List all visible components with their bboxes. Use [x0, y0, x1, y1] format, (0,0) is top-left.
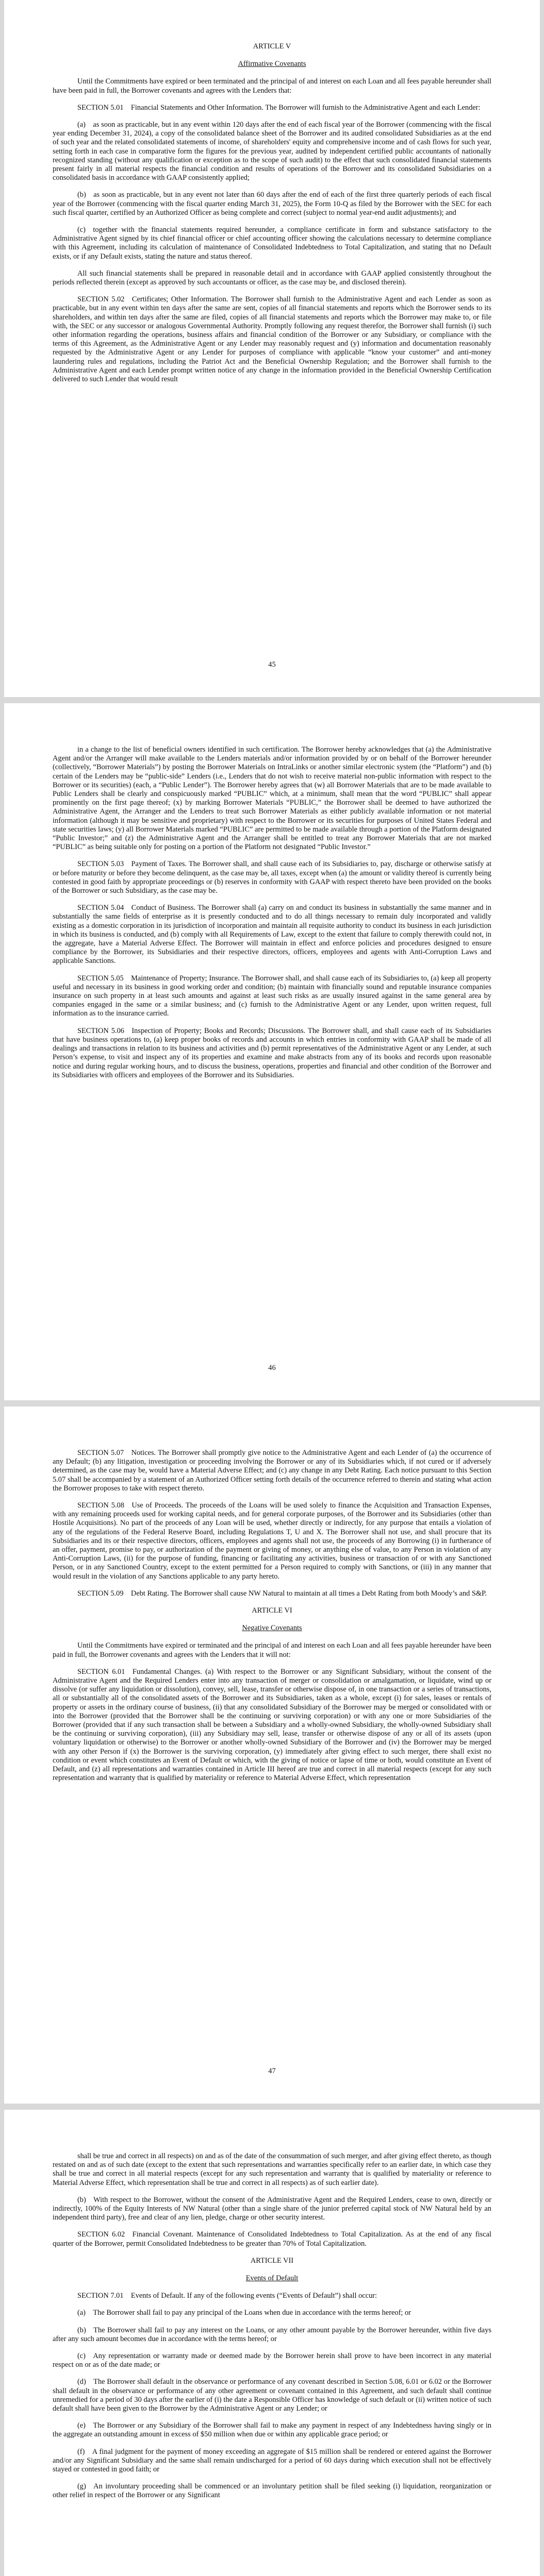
article-heading: ARTICLE VI: [252, 1606, 292, 1615]
section-5-06: SECTION 5.06 Inspection of Property; Books and Records; Discussions. The Borrower shall, and shall cause each of its Subsidiaries that have business operations to, (a) keep proper books of records and accounts in which entries in conformity with GAAP shall be made of all dealings and transactions in relation to its business and activities and (b) permit representatives of the Administrative Agent or any Lender, at such Person’s expense, to visit and inspect any of its properties and examine and make abstracts from any of its books and records upon reasonable notice and during regular working hours, and to discuss the business, operations, properties and financial and other condition of the Borrower and its Subsidiaries with officers and employees of the Borrower and its Subsidiaries.: [53, 1026, 491, 1079]
section-5-09: SECTION 5.09 Debt Rating. The Borrower shall cause NW Natural to maintain at all times a Debt Rating from both Moody’s and S&P.: [77, 1589, 487, 1598]
paragraph-b: (b) With respect to the Borrower, without the consent of the Administrative Agent and the Required Lenders, cease to own, directly or indirectly, 100% of the Equity Interests of NW Natural (other than a single share of the junior preferred capital stock of NW Natural held by an independent third party), free and clear of any lien, pledge, charge or other security interest.: [53, 2195, 491, 2222]
section-7-01: SECTION 7.01 Events of Default. If any of the following events (“Events of Default”) shall occur:: [77, 2292, 377, 2300]
article-title: Negative Covenants: [242, 1624, 302, 1633]
section-5-07: SECTION 5.07 Notices. The Borrower shall promptly give notice to the Administrative Agent and each Lender of (a) the occurrence of any Default; (b) any litigation, investigation or proceeding involving the Borrower or any of its Subsidiaries which, if not cured or if adversely determined, as the case may be, would have a Material Adverse Effect; and (c) any change in any Debt Rating. Each notice pursuant to this Section 5.07 shall be accompanied by a statement of an Authorized Officer setting forth details of the occurrence referred to therein and stating what action the Borrower proposes to take with respect thereto.: [53, 1449, 491, 1493]
section-5-02: SECTION 5.02 Certificates; Other Information. The Borrower shall furnish to the Administrative Agent and each Lender as soon as practicable, but in any event within ten days after the same are sent, copies of all financial statements and reports which the Borrower sends to its shareholders, and within ten days after the same are filed, copies of all financial statements and reports which the Borrower may make to, or file with, the SEC or any successor or analogous Governmental Authority. Promptly following any request therefor, the Borrower shall furnish (i) such other information regarding the operations, business affairs and financial condition of the Borrower or any Subsidiary, or compliance with the terms of this Agreement, as the Administrative Agent or any Lender may reasonably request and (y) information and documentation reasonably requested by the Administrative Agent or any Lender for purposes of compliance with applicable “know your customer” and anti-money laundering rules and regulations, including the Patriot Act and the Beneficial Ownership Regulation; and the Borrower shall furnish to the Administrative Agent and each Lender prompt written notice of any change in the information provided in the Beneficial Ownership Certification delivered to such Lender that would result: [53, 295, 491, 384]
article-heading: ARTICLE V: [253, 42, 291, 50]
paragraph-a: (a) The Borrower shall fail to pay any principal of the Loans when due in accordance with the terms hereof; or: [77, 2309, 411, 2317]
paragraph-continued: shall be true and correct in all respects) on and as of the date of the consummation of such merger, and after giving effect thereto, as though restated on and as of such date (except to the extent that such representations and warranties specifically refer to an earlier date, in which case they shall be true and correct in all material respects (except for any such representation and warranty that is qualified by materiality or reference to Material Adverse Effect, which representation shall be true and correct in all respects) as of such earlier date).: [53, 2152, 491, 2187]
paragraph-f: (f) A final judgment for the payment of money exceeding an aggregate of $15 million shall be rendered or entered against the Borrower and/or any Significant Subsidiary and the same shall remain undischarged for a period of 60 days during which execution shall not be effectively stayed or contested in good faith; or: [53, 2447, 491, 2474]
section-5-03: SECTION 5.03 Payment of Taxes. The Borrower shall, and shall cause each of its Subsidiaries to, pay, discharge or otherwise satisfy at or before maturity or before they become delinquent, as the case may be, all taxes, except when (a) the amount or validity thereof is currently being contested in good faith by appropriate proceedings or (b) reserves in conformity with GAAP with respect thereto have been provided on the books of the Borrower or such Subsidiary, as the case may be.: [53, 860, 491, 895]
paragraph-b: (b) The Borrower shall fail to pay any interest on the Loans, or any other amount payable by the Borrower hereunder, within five days after any such amount becomes due in accordance with the terms hereof; or: [53, 2326, 491, 2343]
article-title: Events of Default: [245, 2274, 299, 2283]
article-title: Affirmative Covenants: [238, 60, 306, 69]
article-heading: ARTICLE VII: [250, 2256, 294, 2265]
paragraph-c: (c) Any representation or warranty made or deemed made by the Borrower herein shall prove to have been incorrect in any material respect on or as of the date made; or: [53, 2352, 491, 2369]
paragraph-d: (d) The Borrower shall default in the observance or performance of any covenant described in Section 5.08, 6.01 or 6.02 or the Borrower shall default in the observance or performance of any other agreement or covenant contained in this Agreement, and such default shall continue unremedied for a period of 30 days after the earlier of (i) the date a Responsible Officer has knowledge of such default or (ii) written notice of such default shall have been given to the Borrower by the Administrative Agent or any Lender; or: [53, 2378, 491, 2413]
paragraph: Until the Commitments have expired or terminated and the principal of and interest on each Loan and all fees payable hereunder have been paid in full, the Borrower covenants and agrees with the Lenders that it will not:: [53, 1641, 491, 1659]
section-5-05: SECTION 5.05 Maintenance of Property; Insurance. The Borrower shall, and shall cause each of its Subsidiaries to, (a) keep all property useful and necessary in its business in good working order and condition; (b) maintain with financially sound and reputable insurance companies insurance on such property in at least such amounts and against at least such risks as are usually insured against in the same general area by companies engaged in the same or a similar business; and (c) furnish to the Administrative Agent or any Lender, upon written request, full information as to the insurance carried.: [53, 974, 491, 1018]
paragraph-a: (a) as soon as practicable, but in any event within 120 days after the end of each fiscal year of the Borrower (commencing with the fiscal year ending December 31, 2024), a copy of the consolidated balance sheet of the Borrower and its audited consolidated Subsidiaries as at the end of such year and the related consolidated statements of income, of shareholders' equity and comprehensive income and of cash flows for such year, setting forth in each case in comparative form the figures for the previous year, audited by independent certified public accountants of nationally recognized standing (without any qualification or exception as to the scope of such audit) to the effect that such consolidated financial statements present fairly in all material respects the financial condition and results of operations of the Borrower and its consolidated Subsidiaries on a consolidated basis in accordance with GAAP consistently applied;: [53, 121, 491, 182]
paragraph-c: (c) together with the financial statements required hereunder, a compliance certificate in form and substance satisfactory to the Administrative Agent signed by its chief financial officer or chief accounting officer showing the calculations necessary to determine compliance with this Agreement, including its calculation of maintenance of Consolidated Indebtedness to Total Capitalization, and stating that no Default exists, or if any Default exists, stating the nature and status thereof.: [53, 226, 491, 261]
paragraph: All such financial statements shall be prepared in reasonable detail and in accordance with GAAP applied consistently throughout the periods reflected therein (except as approved by such accountants or officer, as the case may be, and disclosed therein).: [53, 269, 491, 287]
section-6-01: SECTION 6.01 Fundamental Changes. (a) With respect to the Borrower or any Significant Subsidiary, without the consent of the Administrative Agent and the Required Lenders enter into any transaction of merger or consolidation or amalgamation, or liquidate, wind up or dissolve (or suffer any liquidation or dissolution), convey, sell, lease, transfer or otherwise dispose of, in one transaction or a series of transactions, all or substantially all of the consolidated assets of the Borrower and its Subsidiaries, taken as a whole, except (i) for sales, leases or rentals of property or assets in the ordinary course of business, (ii) that any consolidated Subsidiary of the Borrower may be merged or consolidated with or into the Borrower (provided that the Borrower shall be the continuing or surviving corporation) or with any one or more Subsidiaries of the Borrower (provided that if any such transaction shall be between a Subsidiary and a wholly-owned Subsidiary, the wholly-owned Subsidiary shall be the continuing or surviving corporation), (iii) any Subsidiary may sell, lease, transfer or otherwise dispose of any or all of its assets (upon voluntary liquidation or otherwise) to the Borrower or another wholly-owned Subsidiary of the Borrower and (iv) the Borrower may be merged with any other Person if (x) the Borrower is the surviving corporation, (y) immediately after giving effect to such merger, there shall exist no condition or event which constitutes an Event of Default or which, with the giving of notice or lapse of time or both, would constitute an Event of Default, and (z) all representations and warranties contained in Article III hereof are true and correct in all material respects (except for any such representation and warranty that is qualified by materiality or reference to Material Adverse Effect, which representation: [53, 1667, 491, 1783]
page-number: 46: [268, 1363, 276, 1372]
paragraph-g: (g) An involuntary proceeding shall be commenced or an involuntary petition shall be filed seeking (i) liquidation, reorganization or other relief in respect of the Borrower or any Significant: [53, 2482, 491, 2500]
page-number: 47: [268, 2066, 276, 2075]
paragraph-b: (b) as soon as practicable, but in any event not later than 60 days after the end of each of the first three quarterly periods of each fiscal year of the Borrower (commencing with the fiscal quarter ending March 31, 2025), the Form 10-Q as filed by the Borrower with the SEC for each such fiscal quarter, certified by an Authorized Officer as being complete and correct (subject to normal year-end audit adjustments); and: [53, 191, 491, 217]
section-5-04: SECTION 5.04 Conduct of Business. The Borrower shall (a) carry on and conduct its business in substantially the same manner and in substantially the same fields of enterprise as it is presently conducted and to do all things necessary to remain duly incorporated and validly existing as a domestic corporation in its jurisdiction of incorporation and maintain all requisite authority to conduct its business in each jurisdiction in which its business is conducted, and (b) comply with all Requirements of Law, except to the extent that failure to comply therewith could not, in the aggregate, have a Material Adverse Effect. The Borrower will maintain in effect and enforce policies and procedures designed to ensure compliance by the Borrower, its Subsidiaries and their respective directors, officers, employees and agents with Anti-Corruption Laws and applicable Sanctions.: [53, 904, 491, 965]
document-page-48: [4, 2110, 540, 2576]
section-6-02: SECTION 6.02 Financial Covenant. Maintenance of Consolidated Indebtedness to Total Capitalization. As at the end of any fiscal quarter of the Borrower, permit Consolidated Indebtedness to be greater than 70% of Total Capitalization.: [53, 2230, 491, 2248]
document-page-46: [4, 703, 540, 1400]
paragraph-continued: in a change to the list of beneficial owners identified in such certification. The Borrower hereby acknowledges that (a) the Administrative Agent and/or the Arranger will make available to the Lenders materials and/or information provided by or on behalf of the Borrower hereunder (collectively, “Borrower Materials”) by posting the Borrower Materials on IntraLinks or another similar electronic system (the “Platform”) and (b) certain of the Lenders may be “public-side” Lenders (i.e., Lenders that do not wish to receive material non-public information with respect to the Borrower or its securities) (each, a “Public Lender”). The Borrower hereby agrees that (w) all Borrower Materials that are to be made available to Public Lenders shall be clearly and conspicuously marked “PUBLIC” which, at a minimum, shall mean that the word “PUBLIC” shall appear prominently on the first page thereof; (x) by marking Borrower Materials “PUBLIC,” the Borrower shall be deemed to have authorized the Administrative Agent, the Arranger and the Lenders to treat such Borrower Materials as either publicly available information or not material information (although it may be sensitive and proprietary) with respect to the Borrower or its securities for purposes of United States Federal and state securities laws; (y) all Borrower Materials marked “PUBLIC” are permitted to be made available through a portion of the Platform designated “Public Investor;” and (z) the Administrative Agent and the Arranger shall be entitled to treat any Borrower Materials that are not marked “PUBLIC” as being suitable only for posting on a portion of the Platform not designated “Public Investor.”: [53, 745, 491, 852]
section-5-08: SECTION 5.08 Use of Proceeds. The proceeds of the Loans will be used solely to finance the Acquisition and Transaction Expenses, with any remaining proceeds used for working capital needs, and for general corporate purposes, of the Borrower and its Subsidiaries (other than Hostile Acquisitions). No part of the proceeds of any Loan will be used, whether directly or indirectly, for any purpose that entails a violation of any of the regulations of the Federal Reserve Board, including Regulations T, U and X. The Borrower shall not use, and shall procure that its Subsidiaries and its or their respective directors, officers, employees and agents shall not use, the proceeds of any Borrowing (i) in furtherance of an offer, payment, promise to pay, or authorization of the payment or giving of money, or anything else of value, to any Person in violation of any Anti-Corruption Laws, (ii) for the purpose of funding, financing or facilitating any activities, business or transaction of or with any Sanctioned Person, or in any Sanctioned Country, except to the extent permitted for a Person required to comply with Sanctions, or (iii) in any manner that would result in the violation of any Sanctions applicable to any party hereto.: [53, 1501, 491, 1581]
paragraph: Until the Commitments have expired or been terminated and the principal of and interest on each Loan and all fees payable hereunder shall have been paid in full, the Borrower covenants and agrees with the Lenders that:: [53, 77, 491, 95]
document-page-45: [4, 0, 540, 697]
section-5-01: SECTION 5.01 Financial Statements and Other Information. The Borrower will furnish to the Administrative Agent and each Lender:: [77, 103, 481, 112]
page-number: 45: [268, 660, 276, 669]
document-page-47: [4, 1406, 540, 2104]
paragraph-e: (e) The Borrower or any Subsidiary of the Borrower shall fail to make any payment in respect of any Indebtedness having singly or in the aggregate an outstanding amount in excess of $50 million when due or within any applicable grace period; or: [53, 2421, 491, 2439]
